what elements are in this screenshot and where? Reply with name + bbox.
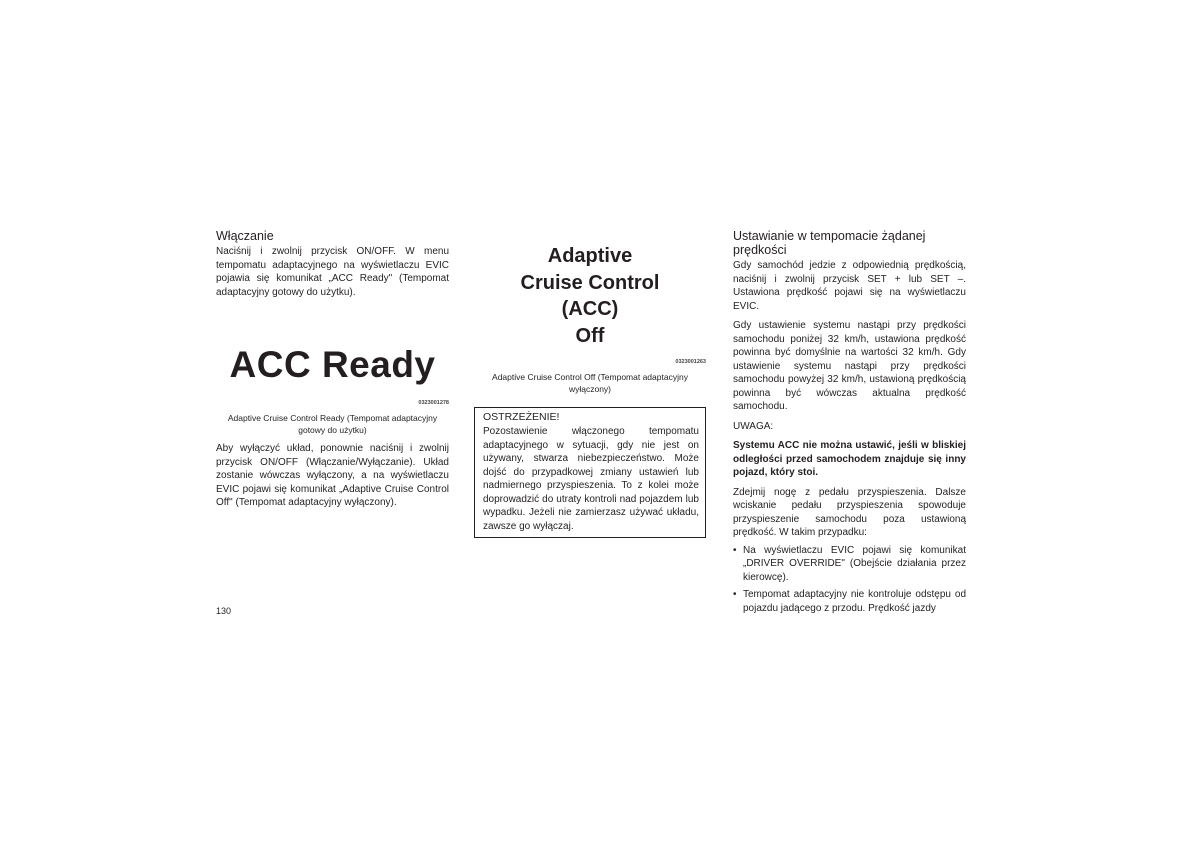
middle-column [474,229,706,538]
acc-off-figure [474,243,706,349]
figure-caption: Adaptive Cruise Control Off (Tempomat adaptacyjny wyłączony) [492,372,688,394]
page-number: 130 [216,606,232,616]
section-heading-set-speed: Ustawianie w tempomacie żądanej prędkości [733,229,926,257]
figure-line: (ACC) [561,298,619,320]
figure-code: 0323001278 [418,400,449,406]
figure-code: 0323001263 [675,359,706,365]
figure-caption: Adaptive Cruise Control Ready (Tempomat adaptacyjny gotowy do użytku) [227,413,438,435]
accelerator-paragraph: Zdejmij nogę z pedału przyspieszenia. Dalsze wciskanie pedału przyspieszenia spowoduje przyspieszenie samochodu poza ustawioną prędkość. W takim przypadku: [733,486,966,538]
warning-box [474,407,706,538]
default-speed-paragraph: Gdy ustawienie systemu nastąpi przy prędkości samochodu poniżej 32 km/h, ustawiona prędkość powinna być domyślnie na wartości 32 km/h. Gdy ustawienie systemu nastąpi przy prędkości samochodu powyżej 32 km/h, ustawioną prędkością powinna być wówczas aktualna prędkość samochodu. [733,320,966,412]
set-speed-paragraph: Gdy samochód jedzie z odpowiednią prędkością, naciśnij i zwolnij przycisk SET + lub SET –. Ustawiona prędkość pojawi się na wyświetlaczu EVIC. [733,260,966,312]
list-item: • Na wyświetlaczu EVIC pojawi się komunikat „DRIVER OVERRIDE" (Obejście działania przez kierowcę). [733,544,966,585]
acc-ready-figure: ACC Ready [229,344,436,385]
warning-text: Pozostawienie włączonego tempomatu adaptacyjnego w sytuacji, gdy nie jest on używany, stwarza niebezpieczeństwo. Może dojść do przypadkowej zmiany ustawień lub nadmiernego przyspieszenia. To z kolei może doprowadzić do utraty kontroli nad pojazdem lub wypadku. Jeżeli nie zamierzasz używać układu, zawsze go wyłączaj. [483,426,699,532]
disable-instructions: Aby wyłączyć układ, ponownie naciśnij i zwolnij przycisk ON/OFF (Włączanie/Wyłączanie). Układ zostanie wówczas wyłączony, a na wyświetlaczu EVIC pojawi się komunikat „Adaptive Cruise Control Off" (Tempomat adaptacyjny wyłączony). [216,443,449,508]
override-list [733,544,966,616]
section-heading-enable: Włączanie [216,229,274,243]
note-text: Systemu ACC nie można ustawić, jeśli w bliskiej odległości przed samochodem znajduje się inny pojazd, który stoi. [733,440,966,478]
warning-title: OSTRZEŻENIE! [483,411,560,423]
figure-line: Off [575,324,605,347]
left-column [216,229,449,510]
note-title: UWAGA: [733,420,774,432]
right-column [733,229,966,619]
list-item: • Tempomat adaptacyjny nie kontroluje odstępu od pojazdu jadącego z przodu. Prędkość jazdy [733,588,966,615]
figure-line: Adaptive [547,245,633,267]
enable-instructions: Naciśnij i zwolnij przycisk ON/OFF. W menu tempomatu adaptacyjnego na wyświetlaczu EVIC pojawia się komunikat „ACC Ready" (Tempomat adaptacyjny gotowy do użytku). [216,246,449,298]
figure-line: Cruise Control [520,271,660,294]
